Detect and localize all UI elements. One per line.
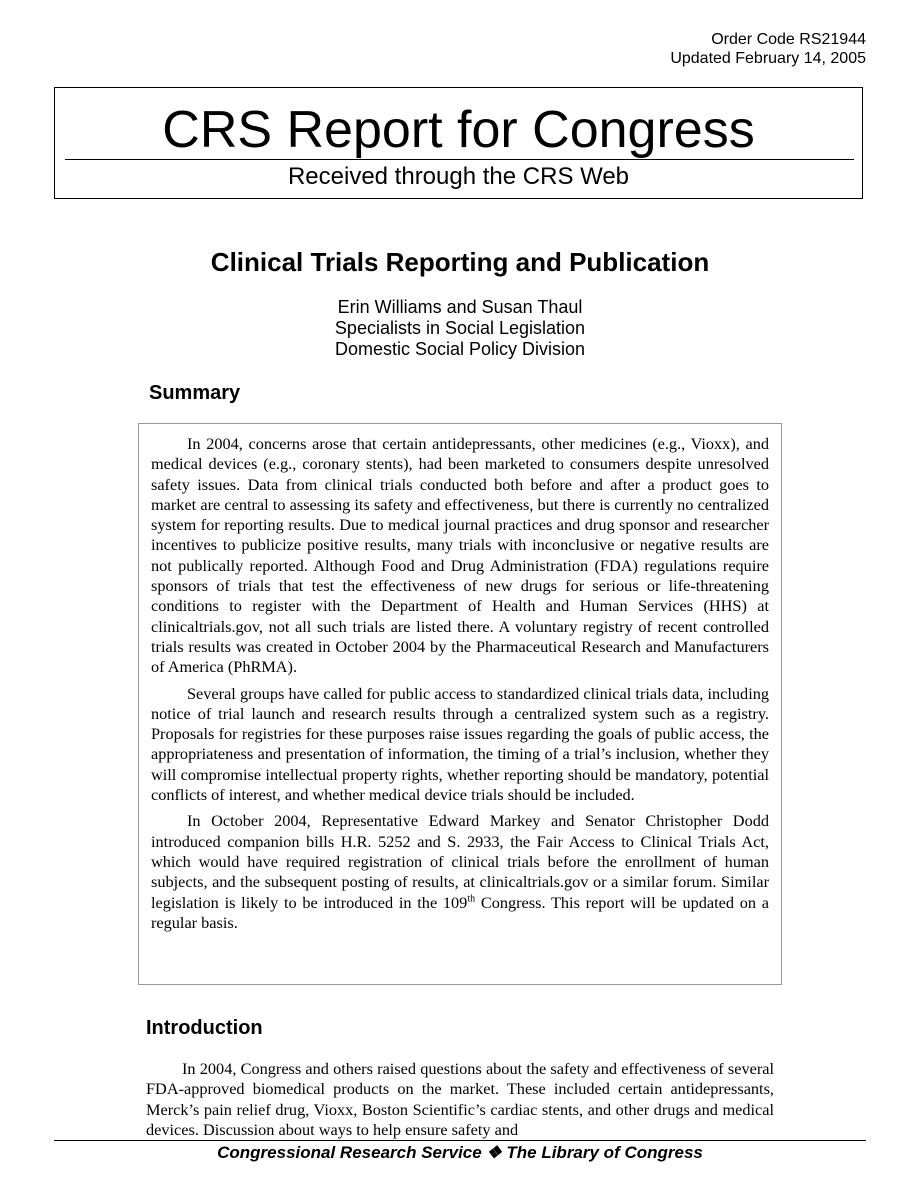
banner-subtitle: Received through the CRS Web	[287, 163, 630, 190]
order-code: Order Code RS21944	[711, 31, 866, 48]
updated-date: Updated February 14, 2005	[670, 50, 866, 67]
introduction-heading: Introduction	[146, 1017, 263, 1039]
introduction-paragraph-1: In 2004, Congress and others raised questions about the safety and effectiveness of several FDA-approved biomedical products on the market. These included certain antidepressants, Merck’s pain relief drug, Vioxx, Boston Scientific’s cardiac stents, and other drugs and medical devices. Discussion about ways to help ensure safety and	[146, 1059, 774, 1139]
summary-heading: Summary	[149, 382, 241, 404]
order-info	[670, 30, 866, 68]
banner-divider	[65, 159, 854, 160]
summary-paragraph-3	[151, 811, 769, 933]
summary-box	[138, 423, 782, 985]
banner-title: CRS Report for Congress	[162, 101, 755, 159]
introduction-body	[146, 1059, 774, 1140]
footer-text: Congressional Research Service ❖ The Library of Congress	[217, 1143, 703, 1162]
summary-paragraph-1: In 2004, concerns arose that certain antidepressants, other medicines (e.g., Vioxx), and medical devices (e.g., coronary stents), had been marketed to consumers despite unresolved safety issues. Data from clinical trials conducted both before and after a product goes to market are central to assessing its safety and effectiveness, but there is currently no centralized system for reporting results. Due to medical journal practices and drug sponsor and researcher incentives to publicize positive results, many trials with inconclusive or negative results are not publically reported. Although Food and Drug Administration (FDA) regulations require sponsors of trials that test the effectiveness of new drugs for serious or life-threatening conditions to register with the Department of Health and Human Services (HHS) at clinicaltrials.gov, not all such trials are listed there. A voluntary registry of recent controlled trials results was created in October 2004 by the Pharmaceutical Research and Manufacturers of America (PhRMA).	[151, 434, 769, 677]
author-block	[0, 297, 920, 360]
report-title: Clinical Trials Reporting and Publication	[210, 247, 710, 277]
summary-p3-text: In October 2004, Representative Edward Markey and Senator Christopher Dodd introduced companion bills H.R. 5252 and S. 2933, the Fair Access to Clinical Trials Act, which would have required registration of clinical trials before the enrollment of human subjects, and the subsequent posting of results, at clinicaltrials.gov or a similar forum. Similar legislation is likely to be introduced in the 109	[151, 811, 769, 912]
footer-divider	[54, 1140, 866, 1141]
author-division: Domestic Social Policy Division	[334, 339, 586, 359]
crs-banner	[54, 87, 863, 199]
authors: Erin Williams and Susan Thaul	[337, 297, 583, 317]
summary-p3-tail: Congress. This report will be updated on a regular basis.	[151, 892, 769, 932]
summary-paragraph-2: Several groups have called for public access to standardized clinical trials data, including notice of trial launch and research results through a centralized system such as a registry. Proposals for registries for these purposes raise issues regarding the goals of public access, the appropriateness and presentation of information, the timing of a trial’s inclusion, whether they will compromise intellectual property rights, whether reporting should be mandatory, potential conflicts of interest, and whether medical device trials should be included.	[151, 683, 769, 805]
author-role: Specialists in Social Legislation	[334, 318, 586, 338]
ordinal-superscript: th	[467, 893, 476, 905]
